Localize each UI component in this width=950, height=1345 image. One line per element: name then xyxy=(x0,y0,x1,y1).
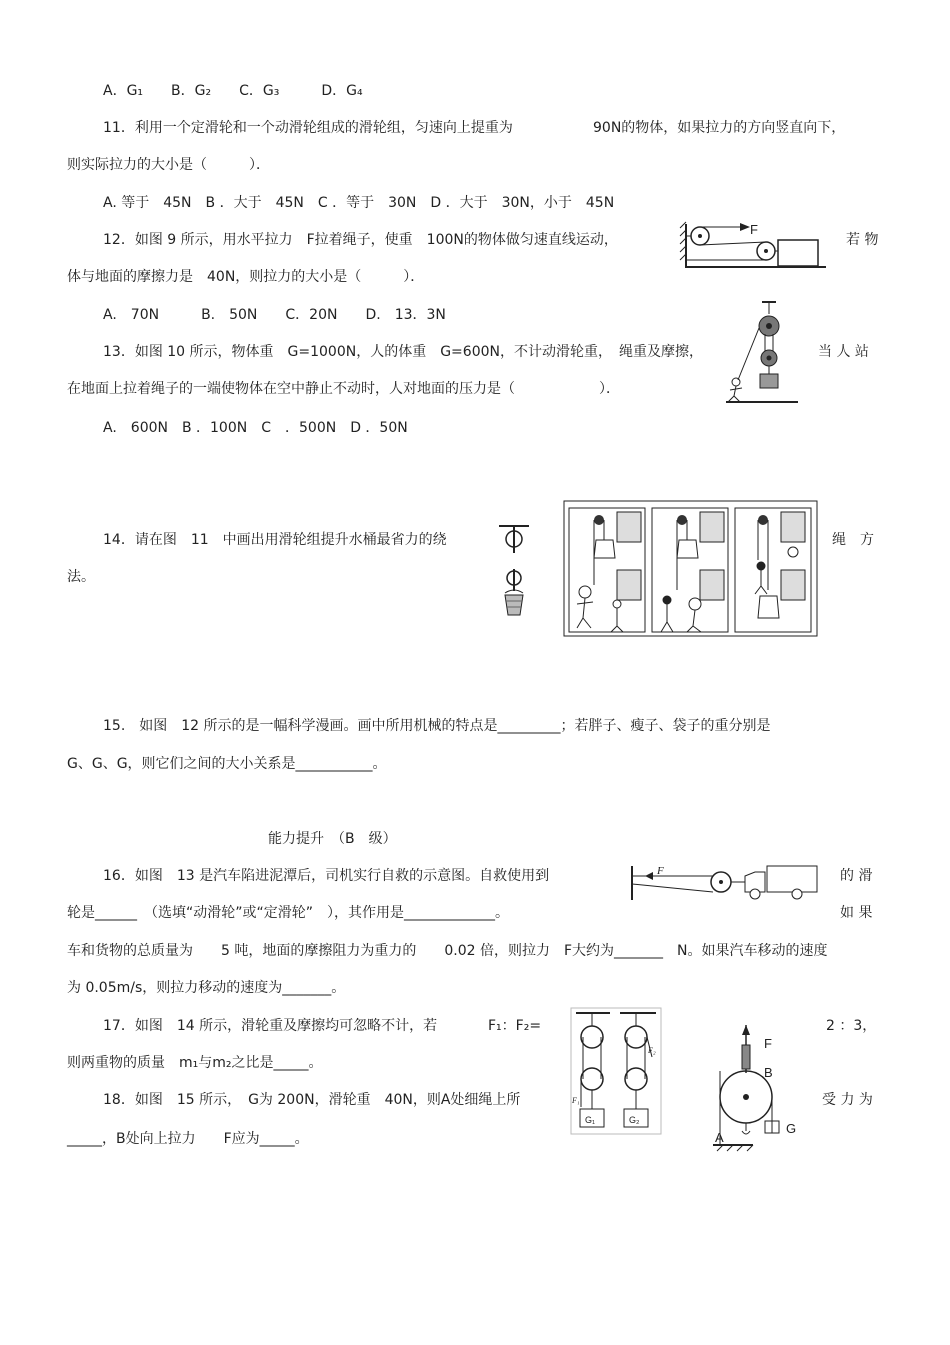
q16-stem: 16．如图 13 是汽车陷进泥潭后，司机实行自救的示意图。自救使用到 xyxy=(103,868,550,884)
q12-stem-right: 若 物 xyxy=(846,232,879,248)
figure-10 xyxy=(724,300,800,404)
q11-stem: 11．利用一个定滑轮和一个动滑轮组成的滑轮组，匀速向上提重为 xyxy=(103,120,513,136)
q16-stem-right: 的 滑 xyxy=(840,868,873,884)
q12-stem: 12．如图 9 所示，用水平拉力 F拉着绳子，使重 100N的物体做匀速直线运动， xyxy=(103,232,618,248)
q14-stem: 14．请在图 11 中画出用滑轮组提升水桶最省力的绕 xyxy=(103,532,447,548)
q18-stem-right: 受 力 为 xyxy=(822,1092,873,1108)
q16-line4: 为 0.05m/s，则拉力移动的速度为_______。 xyxy=(67,980,346,996)
q12-stem-line2: 体与地面的摩擦力是 40N，则拉力的大小是（ ）． xyxy=(67,269,425,285)
figure-12 xyxy=(563,500,818,638)
figure-11 xyxy=(497,523,533,619)
fig14-G1-label: G₁ xyxy=(585,1115,596,1125)
q15-stem: 15. 如图 12 所示的是一幅科学漫画。画中所用机械的特点是_________；若胖子、瘦子、袋子的重分别是 xyxy=(103,718,771,734)
figure-9 xyxy=(678,218,828,272)
fig9-F-label: F xyxy=(750,222,758,237)
q14-stem-right: 绳 方 xyxy=(832,532,874,548)
q12-options: A. 70N B. 50N C．20N D. 13．3N xyxy=(103,307,446,323)
q11-stem-cont: 90N的物体，如果拉力的方向竖直向下， xyxy=(593,120,846,136)
q13-stem: 13．如图 10 所示，物体重 G=1000N，人的体重 G=600N，不计动滑轮重， 绳重及摩擦， xyxy=(103,344,703,360)
q13-stem-right: 当 人 站 xyxy=(818,344,869,360)
q18-line2: _____，B处向上拉力 F应为_____。 xyxy=(67,1131,309,1147)
q16-line3: 车和货物的总质量为 5 吨，地面的摩擦阻力为重力的 0.02 倍，则拉力 F大约为_______ N。如果汽车移动的速度 xyxy=(67,943,828,959)
q10-options: A．G₁ B．G₂ C．G₃ D．G₄ xyxy=(103,83,363,99)
q18-stem: 18．如图 15 所示， G为 200N，滑轮重 40N，则A处细绳上所 xyxy=(103,1092,521,1108)
fig15-G-label: G xyxy=(786,1121,797,1136)
q17-ratio-right: 2 ：3， xyxy=(826,1018,877,1034)
figure-15 xyxy=(709,1021,809,1153)
fig14-G2-label: G₂ xyxy=(629,1115,640,1125)
fig15-B-label: B xyxy=(764,1065,773,1080)
q15-stem-line2: G、G、G，则它们之间的大小关系是___________。 xyxy=(67,756,387,772)
q16-line2: 轮是______ （选填“动滑轮”或“定滑轮” ），其作用是_____________。 xyxy=(67,905,510,921)
figure-13 xyxy=(629,862,824,902)
fig13-F-label: F xyxy=(657,865,664,877)
q17-line2: 则两重物的质量 m₁与m₂之比是_____。 xyxy=(67,1055,323,1071)
q11-stem-line2: 则实际拉力的大小是（ ）． xyxy=(67,157,270,173)
q11-options: A. 等于 45N B ．大于 45N C ．等于 30N D ．大于 30N，小于 45N xyxy=(103,195,615,211)
q14-stem-line2: 法。 xyxy=(67,569,95,585)
fig15-F-label: F xyxy=(764,1036,772,1051)
section-heading: 能力提升 （B 级） xyxy=(268,831,397,847)
fig14-F1-label: F₁ xyxy=(572,1096,580,1105)
q13-options: A. 600N B ．100N C ．500N D ．50N xyxy=(103,420,408,436)
q17-ratio: F₁：F₂= xyxy=(488,1018,542,1034)
fig14-F2-label: F₂ xyxy=(648,1046,656,1055)
fig15-A-label: A xyxy=(715,1130,724,1145)
q16-line2-right: 如 果 xyxy=(840,905,873,921)
figure-14 xyxy=(570,1007,662,1135)
q13-stem-line2: 在地面上拉着绳子的一端使物体在空中静止不动时，人对地面的压力是（ ）． xyxy=(67,381,620,397)
q17-stem: 17．如图 14 所示，滑轮重及摩擦均可忽略不计，若 xyxy=(103,1018,438,1034)
